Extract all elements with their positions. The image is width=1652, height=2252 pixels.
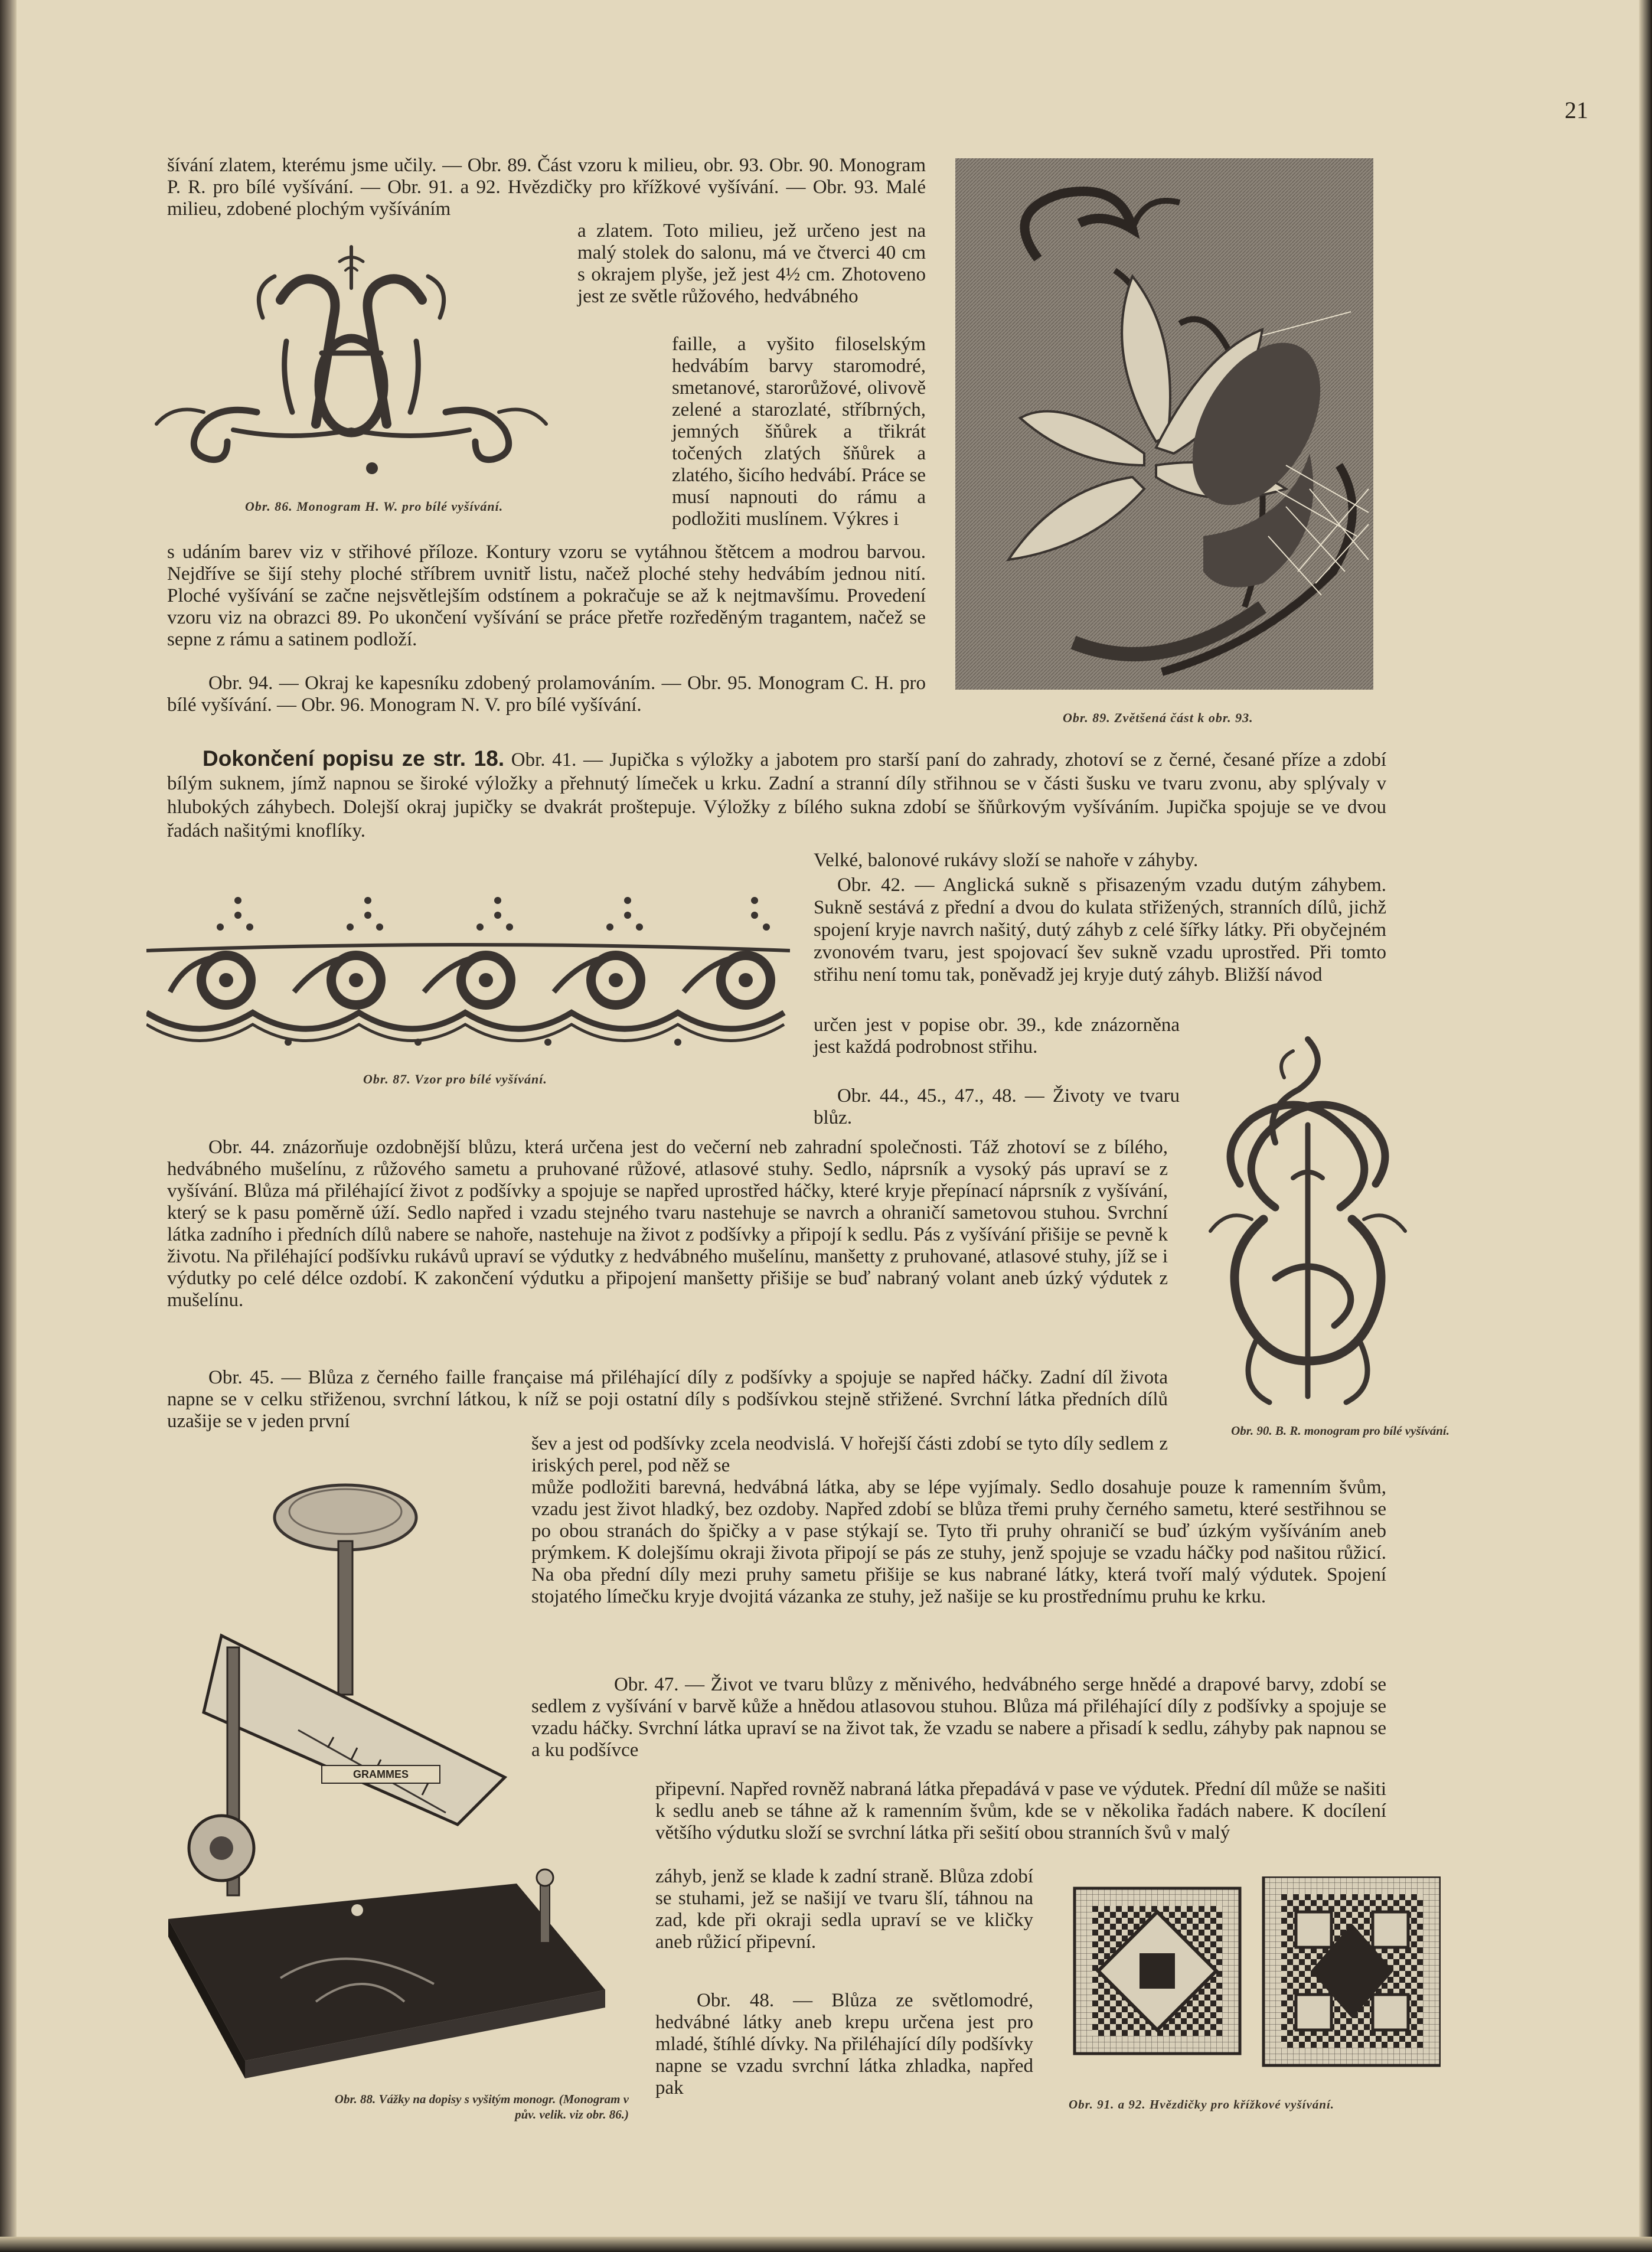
page-edge-bottom bbox=[0, 2237, 1652, 2252]
milieu-description-part2: faille, a vyšito filoselským hedvábím barvy staromodré, smetanové, starorůžové, olivově zelené a starozlaté, stříbrných, jemných šňůrek a třikrát točených zlatých šňůrek a zlatého, šicího hedvábí. Práce se musí napnouti do rámu a podložiti muslínem. Výkres i bbox=[672, 334, 926, 530]
cross-stitch-stars-engraving bbox=[1063, 1876, 1441, 2086]
milieu-description-part1: a zlatem. Toto milieu, jež určeno jest na malý stolek do salonu, má ve čtverci 40 cm s okrajem plyše, jež jest 4½ cm. Zhotoveno jest ze světle růžového, hedvábného bbox=[577, 220, 926, 307]
intro-paragraph: šívání zlatem, kterému jsme učily. — Obr. 89. Část vzoru k milieu, obr. 93. Obr. 90. Monogram P. R. pro bílé vyšívání. — Obr. 91. a 92. Hvězdičky pro křížkové vyšívání. — Obr. 93. Malé milieu, zdobené plochým vyšíváním bbox=[167, 155, 926, 220]
continuation-obr42-end: určen jest v popise obr. 39., kde znázorněna jest každá podrobnost střihu. bbox=[814, 1014, 1180, 1058]
continuation-obr48: Obr. 48. — Blůza ze světlomodré, hedvábné látky aneb krepu určena jest pro mladé, štíhlé dívky. Na přiléhající díly podšívky napne se vzadu svrchní látka zhladka, napřed pak bbox=[655, 1990, 1033, 2098]
continuation-heading: Dokončení popisu ze str. 18. bbox=[203, 746, 505, 771]
continuation-obr45-cont: šev a jest od podšívky zcela neodvislá. V hořejší části zdobí se tyto díly sedlem z iriských perel, pod něž se bbox=[531, 1433, 1168, 1476]
monogram-hw-engraving bbox=[145, 235, 558, 489]
scale-grammes-label: GRAMMES bbox=[353, 1768, 409, 1780]
fig87-caption: Obr. 87. Vzor pro bílé vyšívání. bbox=[363, 1072, 547, 1086]
monogram-br-engraving bbox=[1204, 1030, 1411, 1420]
page-edge-right bbox=[1639, 0, 1652, 2252]
fig86-caption: Obr. 86. Monogram H. W. pro bílé vyšívání. bbox=[245, 499, 504, 514]
continuation-obr45: Obr. 45. — Blůza z černého faille française má přiléhající díly z podšívky a spojuje se napřed háčky. Zadní díl života napne se v celku střiženou, svrchní látkou, k níž se poji ostatní díly s podšívkou stejně střižené. Svrchní látka předních dílů uzašije se v jeden první bbox=[167, 1367, 1168, 1432]
continuation-obr47-end: záhyb, jenž se klade k zadní straně. Blůza zdobí se stuhami, jež se našijí ve tvaru šlí, táhnou na zad, kde při okraji sedla upraví se ve kličky aneb růžicí připevní. bbox=[655, 1866, 1033, 1953]
continuation-obr47: Obr. 47. — Život ve tvaru blůzy z měnivého, hedvábného serge hnědé a drapové barvy, zdobí se sedlem z vyšívání v barvě kůže a hnědou atlasovou stuhou. Blůza má přiléhající díly z podšívky a spojuje se vzadu háčky. Svrchní látka upraví se na život tak, že vzadu se nabere a přisadí k sedlu, záhyby pak napnou se a ku podšívce bbox=[531, 1674, 1386, 1761]
letter-scale-engraving bbox=[151, 1470, 611, 2078]
white-embroidery-border-engraving bbox=[146, 886, 790, 1057]
figure-list-94-96: Obr. 94. — Okraj ke kapesníku zdobený prolamováním. — Obr. 95. Monogram C. H. pro bílé vyšívání. — Obr. 96. Monogram N. V. pro bílé vyšívání. bbox=[167, 673, 926, 716]
continuation-obr42: Obr. 42. — Anglická sukně s přisazeným vzadu dutým záhybem. Sukně sestává z přední a dvou do kulata střižených, stranních dílů, jichž spojení kryje navrch našitý, dutý záhyb z celé šířky látky. Při obyčejném zvonovém tvaru, jest spojovací šev sukně vzadu uprostřed. Při tomto střihu není tomu tak, poněvadž jej kryje dutý záhyb. Bližší návod bbox=[814, 874, 1386, 985]
continuation-obr41-text: Obr. 41. — Jupička s výložky a jabotem pro starší paní do zahrady, zhotoví se z černé, česané příze a zdobí bílým suknem, jímž napnou se široké výložky a přehnutý límeček u krku. Zadní a stranní díly střihnou se v části šusku ve tvaru zvonu, aby splývaly v hlubokých záhybech. Dolejší okraj jupičky se dvakrát proštepuje. Výložky z bílého sukna zdobí se šňůrkovým vyšíváním. Jupička spojuje se ve dvou řadách našitými knoflíky. bbox=[167, 749, 1386, 841]
continuation-obr44: Obr. 44. znázorňuje ozdobnější blůzu, která určena jest do večerní neb zahradní společnosti. Táž zhotoví se z bílého, hedvábného mušelínu, z růžového sametu a pruhované růžové, atlasové stuhy. Sedlo, náprsník a vysoký pás upraví se z vyšívání. Blůza má přiléhající život z podšívky a spojuje se napřed uprostřed háčky, které kryje přepínací náprsník z vyšívání, který se k pasu poměrně úží. Sedlo napřed i vzadu stejného tvaru nastehuje se navrch a ohraničí sametovou stuhou. Svrchní látka zadního i předních dílů nabere se nahoře, nastehuje na život z podšívky a připojí k sedlu. Pás z vyšívání přišije se pevně k životu. Na přiléhající podšívku rukávů upraví se výdutky z hedvábného mušelínu, manšetty z pruhované, atlasové stuhy, jíž se i výdutky po celé délce ozdobí. K zakončení výdutku a připojení manšetty přišije se buď nabraný volant aneb úzký výdutek z mušelínu. bbox=[167, 1137, 1168, 1311]
fig90-caption: Obr. 90. B. R. monogram pro bílé vyšívání. bbox=[1231, 1424, 1449, 1438]
fig89-caption: Obr. 89. Zvětšená část k obr. 93. bbox=[1063, 710, 1253, 725]
book-binding-shadow bbox=[0, 0, 17, 2252]
continuation-blouse-list: Obr. 44., 45., 47., 48. — Životy ve tvaru blůz. bbox=[814, 1085, 1180, 1128]
continuation-obr41 bbox=[167, 747, 1386, 843]
continuation-obr45-end: může podložiti barevná, hedvábná látka, aby se lépe vyjímaly. Sedlo dosahuje pouze k ramenním švům, vzadu jest život hladký, bez ozdoby. Napřed zdobí se blůza třemi pruhy černého sametu, které sestřihnou se po obou stranách do špičky a v pase stýkají se. Tyto tři pruhy ohraničí se buď úzkým vyšíváním aneb prýmkem. K dolejšímu okraji života připojí se pás ze stuhy, jenž spojuje se vzadu háčky pod našitou růžicí. Na oba přední díly mezi pruhy sametu přišije se kus nabrané látky, která tvoří malý výdutek. Spojení stojatého límečku kryje dvojitá vázanka ze stuhy, jež našije se ku prostřednímu pruhu ke krku. bbox=[531, 1477, 1386, 1607]
fig88-caption: Obr. 88. Vážky na dopisy s vyšitým monogr. (Monogram v pův. velik. viz obr. 86.) bbox=[334, 2092, 629, 2122]
embroidery-detail-engraving bbox=[955, 158, 1373, 690]
continuation-obr47-cont: připevní. Napřed rovněž nabraná látka přepadává v pase ve výdutek. Přední díl může se našiti k sedlu aneb se táhne až k ramenním švům, kde se v několika řadách nabere. K docílení většího výdutku složí se svrchní látka při sešití obou stranních švů v malý bbox=[655, 1778, 1386, 1843]
page-number: 21 bbox=[1565, 97, 1588, 123]
fig91-caption: Obr. 91. a 92. Hvězdičky pro křížkové vyšívání. bbox=[1069, 2097, 1335, 2111]
embroidery-instructions: s udáním barev viz v střihové příloze. Kontury vzoru se vytáhnou štětcem a modrou barvou. Nejdříve se šijí stehy ploché stříbrem uvnitř listu, načež ploché stehy hedvábím jednou nití. Ploché vyšívání se začne nejsvětlejším odstínem a pokračuje se až k nejtmavšímu. Provedení vzoru viz na obrazci 89. Po ukončení vyšívání se práce přetře rozředěným tragantem, načež se sepne z rámu a satinem podloží. bbox=[167, 541, 926, 650]
continuation-sleeves: Velké, balonové rukávy složí se nahoře v záhyby. bbox=[814, 850, 1199, 871]
